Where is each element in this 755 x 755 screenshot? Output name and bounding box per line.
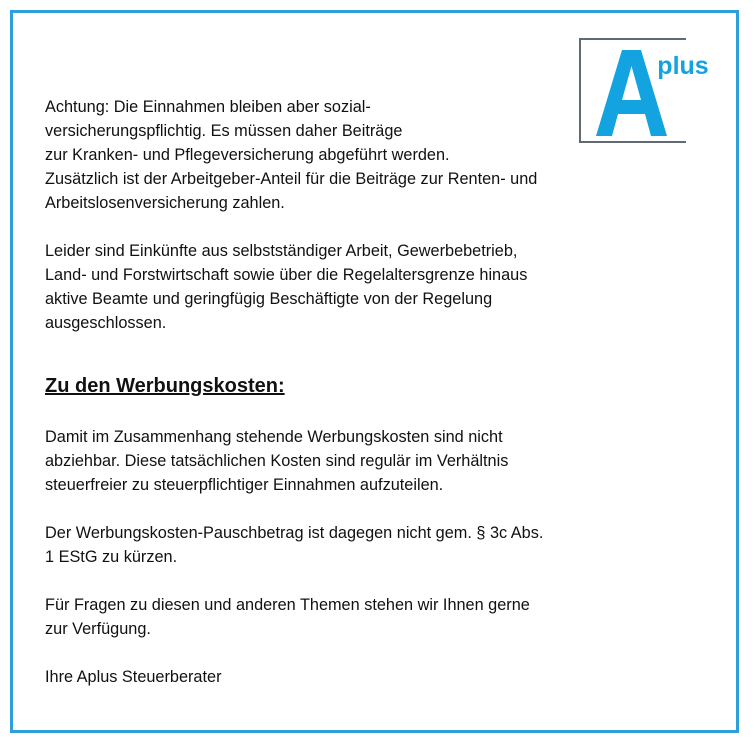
text-line: Land- und Forstwirtschaft sowie über die Regelaltersgrenze hinaus — [45, 266, 528, 284]
letter-body — [45, 95, 715, 689]
paragraph-exclusions — [45, 239, 715, 335]
paragraph-pauschbetrag — [45, 521, 715, 569]
text-line: Leider sind Einkünfte aus selbstständiger Arbeit, Gewerbebetrieb, — [45, 242, 518, 260]
paragraph-questions — [45, 593, 715, 641]
text-line: ausgeschlossen. — [45, 314, 167, 332]
text-line: Für Fragen zu diesen und anderen Themen stehen wir Ihnen gerne — [45, 596, 530, 614]
text-line: Arbeitslosenversicherung zahlen. — [45, 194, 285, 212]
text-line: abziehbar. Diese tatsächlichen Kosten sind regulär im Verhältnis — [45, 452, 509, 470]
text-line: Zusätzlich ist der Arbeitgeber-Anteil für die Beiträge zur Renten- und — [45, 170, 538, 188]
text-line: zur Verfügung. — [45, 620, 151, 638]
text-line: steuerfreier zu steuerpflichtiger Einnahmen aufzuteilen. — [45, 476, 444, 494]
text-line: zur Kranken- und Pflegeversicherung abgeführt werden. — [45, 146, 450, 164]
paragraph-werbungskosten — [45, 425, 715, 497]
text-line: versicherungspflichtig. Es müssen daher Beiträge — [45, 122, 403, 140]
logo-plus-text: plus — [657, 52, 709, 80]
signoff: Ihre Aplus Steuerberater — [45, 668, 222, 686]
text-line: Der Werbungskosten-Pauschbetrag ist dagegen nicht gem. § 3c Abs. — [45, 524, 544, 542]
text-line: 1 EStG zu kürzen. — [45, 548, 178, 566]
paragraph-intro — [45, 95, 715, 215]
text-line: Achtung: Die Einnahmen bleiben aber sozial- — [45, 98, 371, 116]
text-line: Damit im Zusammenhang stehende Werbungskosten sind nicht — [45, 428, 503, 446]
text-line: aktive Beamte und geringfügig Beschäftigte von der Regelung — [45, 290, 493, 308]
section-heading: Zu den Werbungskosten: — [45, 375, 285, 397]
